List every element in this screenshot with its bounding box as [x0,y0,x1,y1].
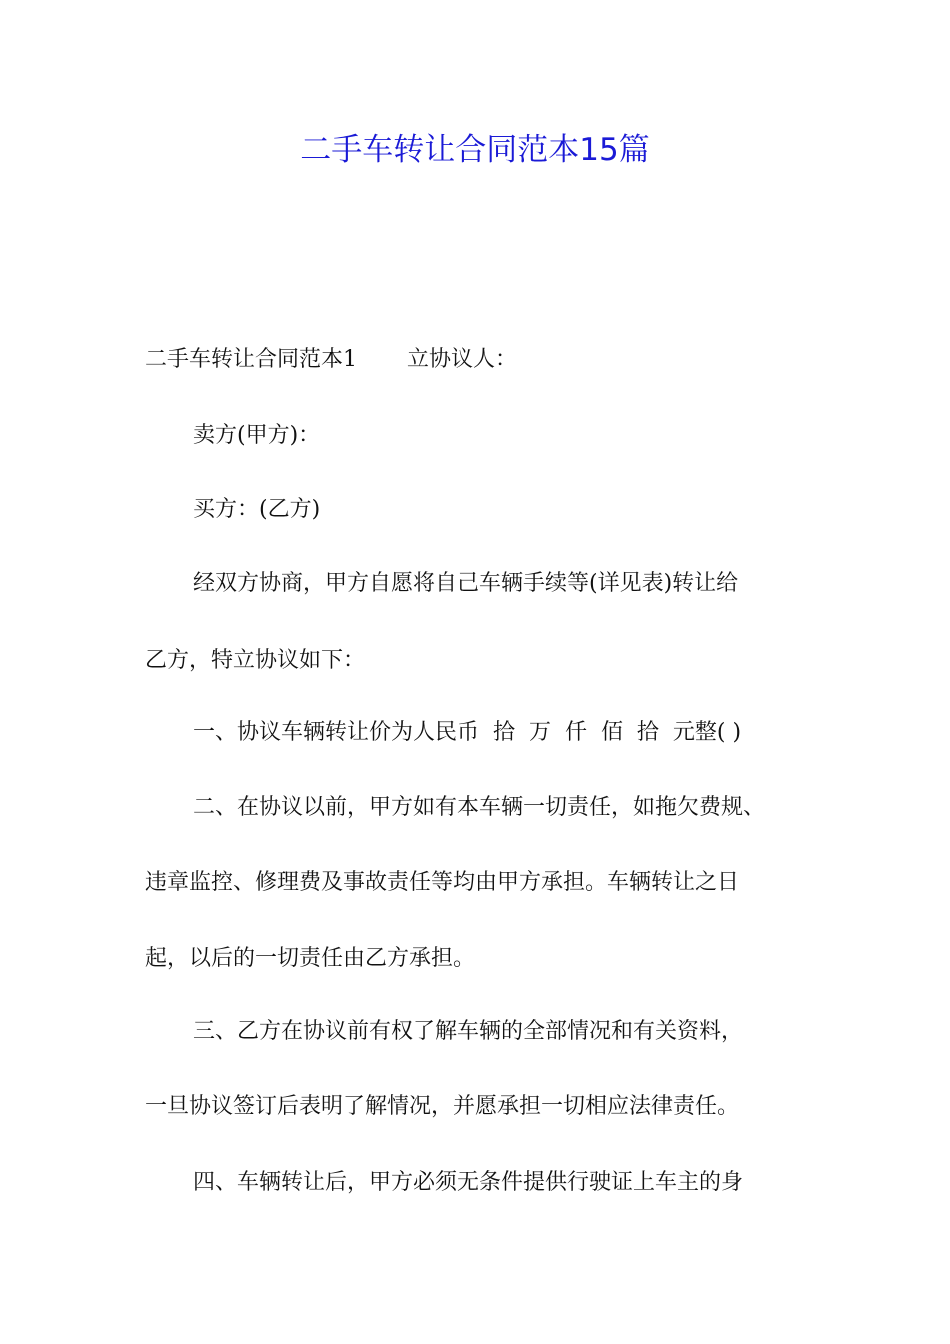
clause-three-line: 三、乙方在协议前有权了解车辆的全部情况和有关资料， [193,1019,744,1044]
seller-line: 卖方(甲方)： [193,423,321,448]
buyer-line: 买方：(乙方) [193,497,321,522]
paragraph-line: 经双方协商，甲方自愿将自己车辆手续等(详见表)转让给 [193,571,739,596]
clause-one-line: 一、协议车辆转让价为人民币 拾 万 仟 佰 拾 元整( ) [193,720,742,745]
parties-label: 立协议人： [407,347,518,372]
contract-number-label: 二手车转让合同范本1 [145,347,357,372]
heading-line [145,322,815,398]
paragraph-line: 违章监控、修理费及事故责任等均由甲方承担。车辆转让之日 [145,870,740,895]
document-title: 二手车转让合同范本15篇 [300,132,650,168]
paragraph-line: 乙方，特立协议如下： [145,648,366,673]
clause-four-line: 四、车辆转让后，甲方必须无条件提供行驶证上车主的身 [193,1170,744,1195]
paragraph-line: 起，以后的一切责任由乙方承担。 [145,946,476,971]
paragraph-line: 一旦协议签订后表明了解情况，并愿承担一切相应法律责任。 [145,1094,740,1119]
clause-two-line: 二、在协议以前，甲方如有本车辆一切责任，如拖欠费规、 [193,795,766,820]
